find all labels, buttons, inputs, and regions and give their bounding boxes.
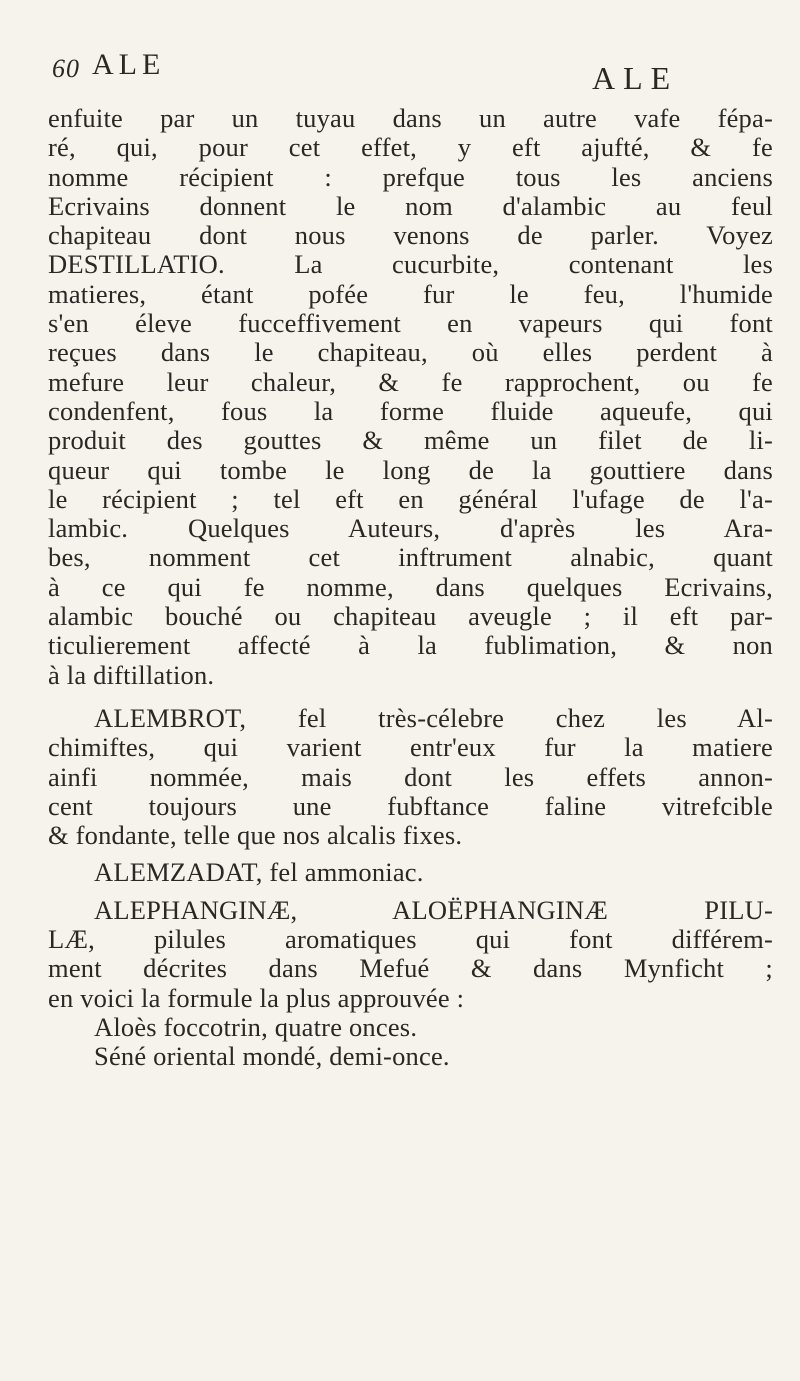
text-line: LÆ, pilules aromatiques qui font différem- [48,924,773,955]
text-line: bes, nomment cet inftrument alnabic, quant [48,542,773,573]
text-line: lambic. Quelques Auteurs, d'après les Ara- [48,513,773,544]
page-number: 60 [52,54,80,83]
text-line: alambic bouché ou chapiteau aveugle ; il eft par- [48,601,773,632]
running-head-left-title: ALE [92,48,166,81]
text-line: queur qui tombe le long de la gouttiere dans [48,454,773,485]
text-line: Séné oriental mondé, demi-once. [94,1041,450,1072]
entry-headword-line: ALEMZADAT, fel ammoniac. [94,857,424,888]
entry-alembrot [48,704,773,850]
running-head-right-title: ALE [592,60,679,96]
text-line: enfuite par un tuyau dans un autre vafe fépa- [48,103,773,133]
text-line: reçues dans le chapiteau, où elles perdent à [48,337,773,368]
entry-alemzadat [48,858,773,887]
text-line: condenfent, fous la forme fluide aqueufe, qui [48,395,773,426]
text-line: le récipient ; tel eft en général l'ufage de l'a- [48,483,773,514]
text-line: en voici la formule la plus approuvée : [48,982,465,1013]
text-line: matieres, étant pofée fur le feu, l'humide [48,278,773,309]
text-line: mefure leur chaleur, & fe rapprochent, ou fe [48,366,773,397]
text-line: DESTILLATIO. La cucurbite, contenant les [48,249,773,280]
body-text [48,104,773,1072]
text-line: ticulierement affecté à la fublimation, & non [48,630,773,661]
entry-headword-line: ALEPHANGINÆ, ALOËPHANGINÆ PILU- [94,894,773,925]
text-line: chapiteau dont nous venons de parler. Voyez [48,220,773,251]
text-line: à la diftillation. [48,659,215,690]
text-line: à ce qui fe nomme, dans quelques Ecrivains, [48,571,773,602]
text-line: nomme récipient : prefque tous les anciens [48,161,773,192]
text-line: Ecrivains donnent le nom d'alambic au feul [48,190,773,221]
entry-alephanginae [48,896,773,1072]
running-head [0,48,800,96]
text-line: Aloès foccotrin, quatre onces. [94,1011,418,1042]
text-line: produit des gouttes & même un filet de li- [48,425,773,456]
text-line: & fondante, telle que nos alcalis fixes. [48,820,463,851]
entry-alambic-continued [48,104,773,690]
text-line: ment décrites dans Mefué & dans Mynficht ; [48,953,773,984]
text-line: s'en éleve fucceffivement en vapeurs qui font [48,308,773,339]
text-line: ré, qui, pour cet effet, y eft ajufté, & fe [48,132,773,163]
text-line: chimiftes, qui varient entr'eux fur la matiere [48,732,773,763]
text-line: cent toujours une fubftance faline vitrefcible [48,790,773,821]
entry-headword-line: ALEMBROT, fel très-célebre chez les Al- [94,702,773,733]
text-line: ainfi nommée, mais dont les effets annon- [48,761,773,792]
